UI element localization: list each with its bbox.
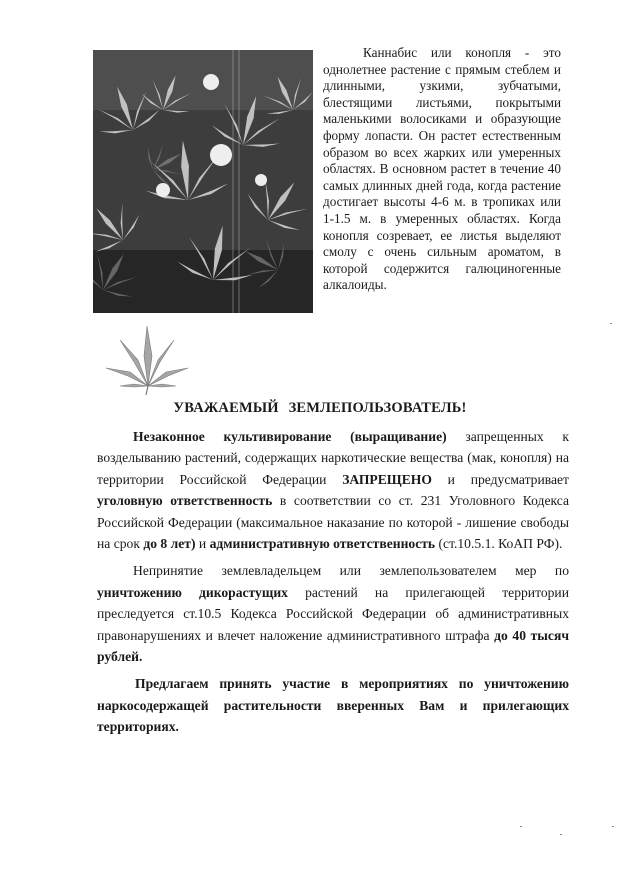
cultivation-text-5: (ст.10.5.1. КоАП РФ). — [435, 536, 563, 552]
prohibited-word: ЗАПРЕЩЕНО — [342, 471, 432, 487]
cannabis-plant-photo — [93, 50, 313, 313]
cultivation-text-4: и — [195, 536, 210, 552]
wild-destruction: уничтожению дикорастущих — [97, 584, 288, 600]
fine-amount: до 40 тысяч рублей. — [97, 627, 569, 665]
paragraph-landowner — [97, 560, 569, 667]
max-term: до 8 лет) — [143, 536, 196, 552]
landowner-text-1: Непринятие землевладельцем или землепользователем мер по — [133, 563, 569, 579]
intro-paragraph — [323, 45, 561, 294]
cultivation-text-3: в соответствии со ст. 231 Уголовного Кодекса Российской Федерации (максимальное наказание по которой - лишение свободы на срок — [97, 493, 569, 552]
paragraph-cultivation — [97, 426, 569, 554]
paragraph-invitation: Предлагаем принять участие в мероприятиях по уничтожению наркосодержащей растительности вверенных Вам и прилегающих территориях. — [97, 676, 569, 735]
intro-text: Каннабис или конопля - это однолетнее растение с прямым стеблем и длинными, узкими, зубчатыми, блестящими листьями, покрытыми маленькими волосиками и образующие форму лопасти. Он растет естественным образом во всех жарких или умеренных областях. В основном растет в течение 40 самых длинных дней года, когда растение достигает высоты 4-6 м. в тропиках или 1-1.5 м. в умеренных областях. Когда конопля созревает, ее листья выделяют смолу с очень сильным ароматом, в которой содержится галюциногенные алкалоиды. — [323, 45, 561, 293]
landowner-text-2: растений на прилегающей территории преследуется ст.10.5 Кодекса Российской Федерации об административных правонарушениях и влечет наложение административного штрафа — [97, 584, 569, 643]
page-heading: УВАЖАЕМЫЙ ЗЕМЛЕПОЛЬЗОВАТЕЛЬ! — [173, 400, 467, 416]
administrative-liability: административную ответственность — [209, 536, 436, 552]
cultivation-text-1: запрещенных к возделыванию растений, содержащих наркотические вещества (мак, конопля) на территории Российской Федерации — [97, 429, 569, 487]
cultivation-text-2: и предусматривает — [431, 471, 569, 487]
criminal-liability: уголовную ответственность — [97, 493, 273, 509]
cultivation-lead: Незаконное культивирование (выращивание) — [133, 429, 447, 444]
notice-body — [97, 426, 569, 738]
cannabis-leaf-icon — [98, 322, 190, 396]
